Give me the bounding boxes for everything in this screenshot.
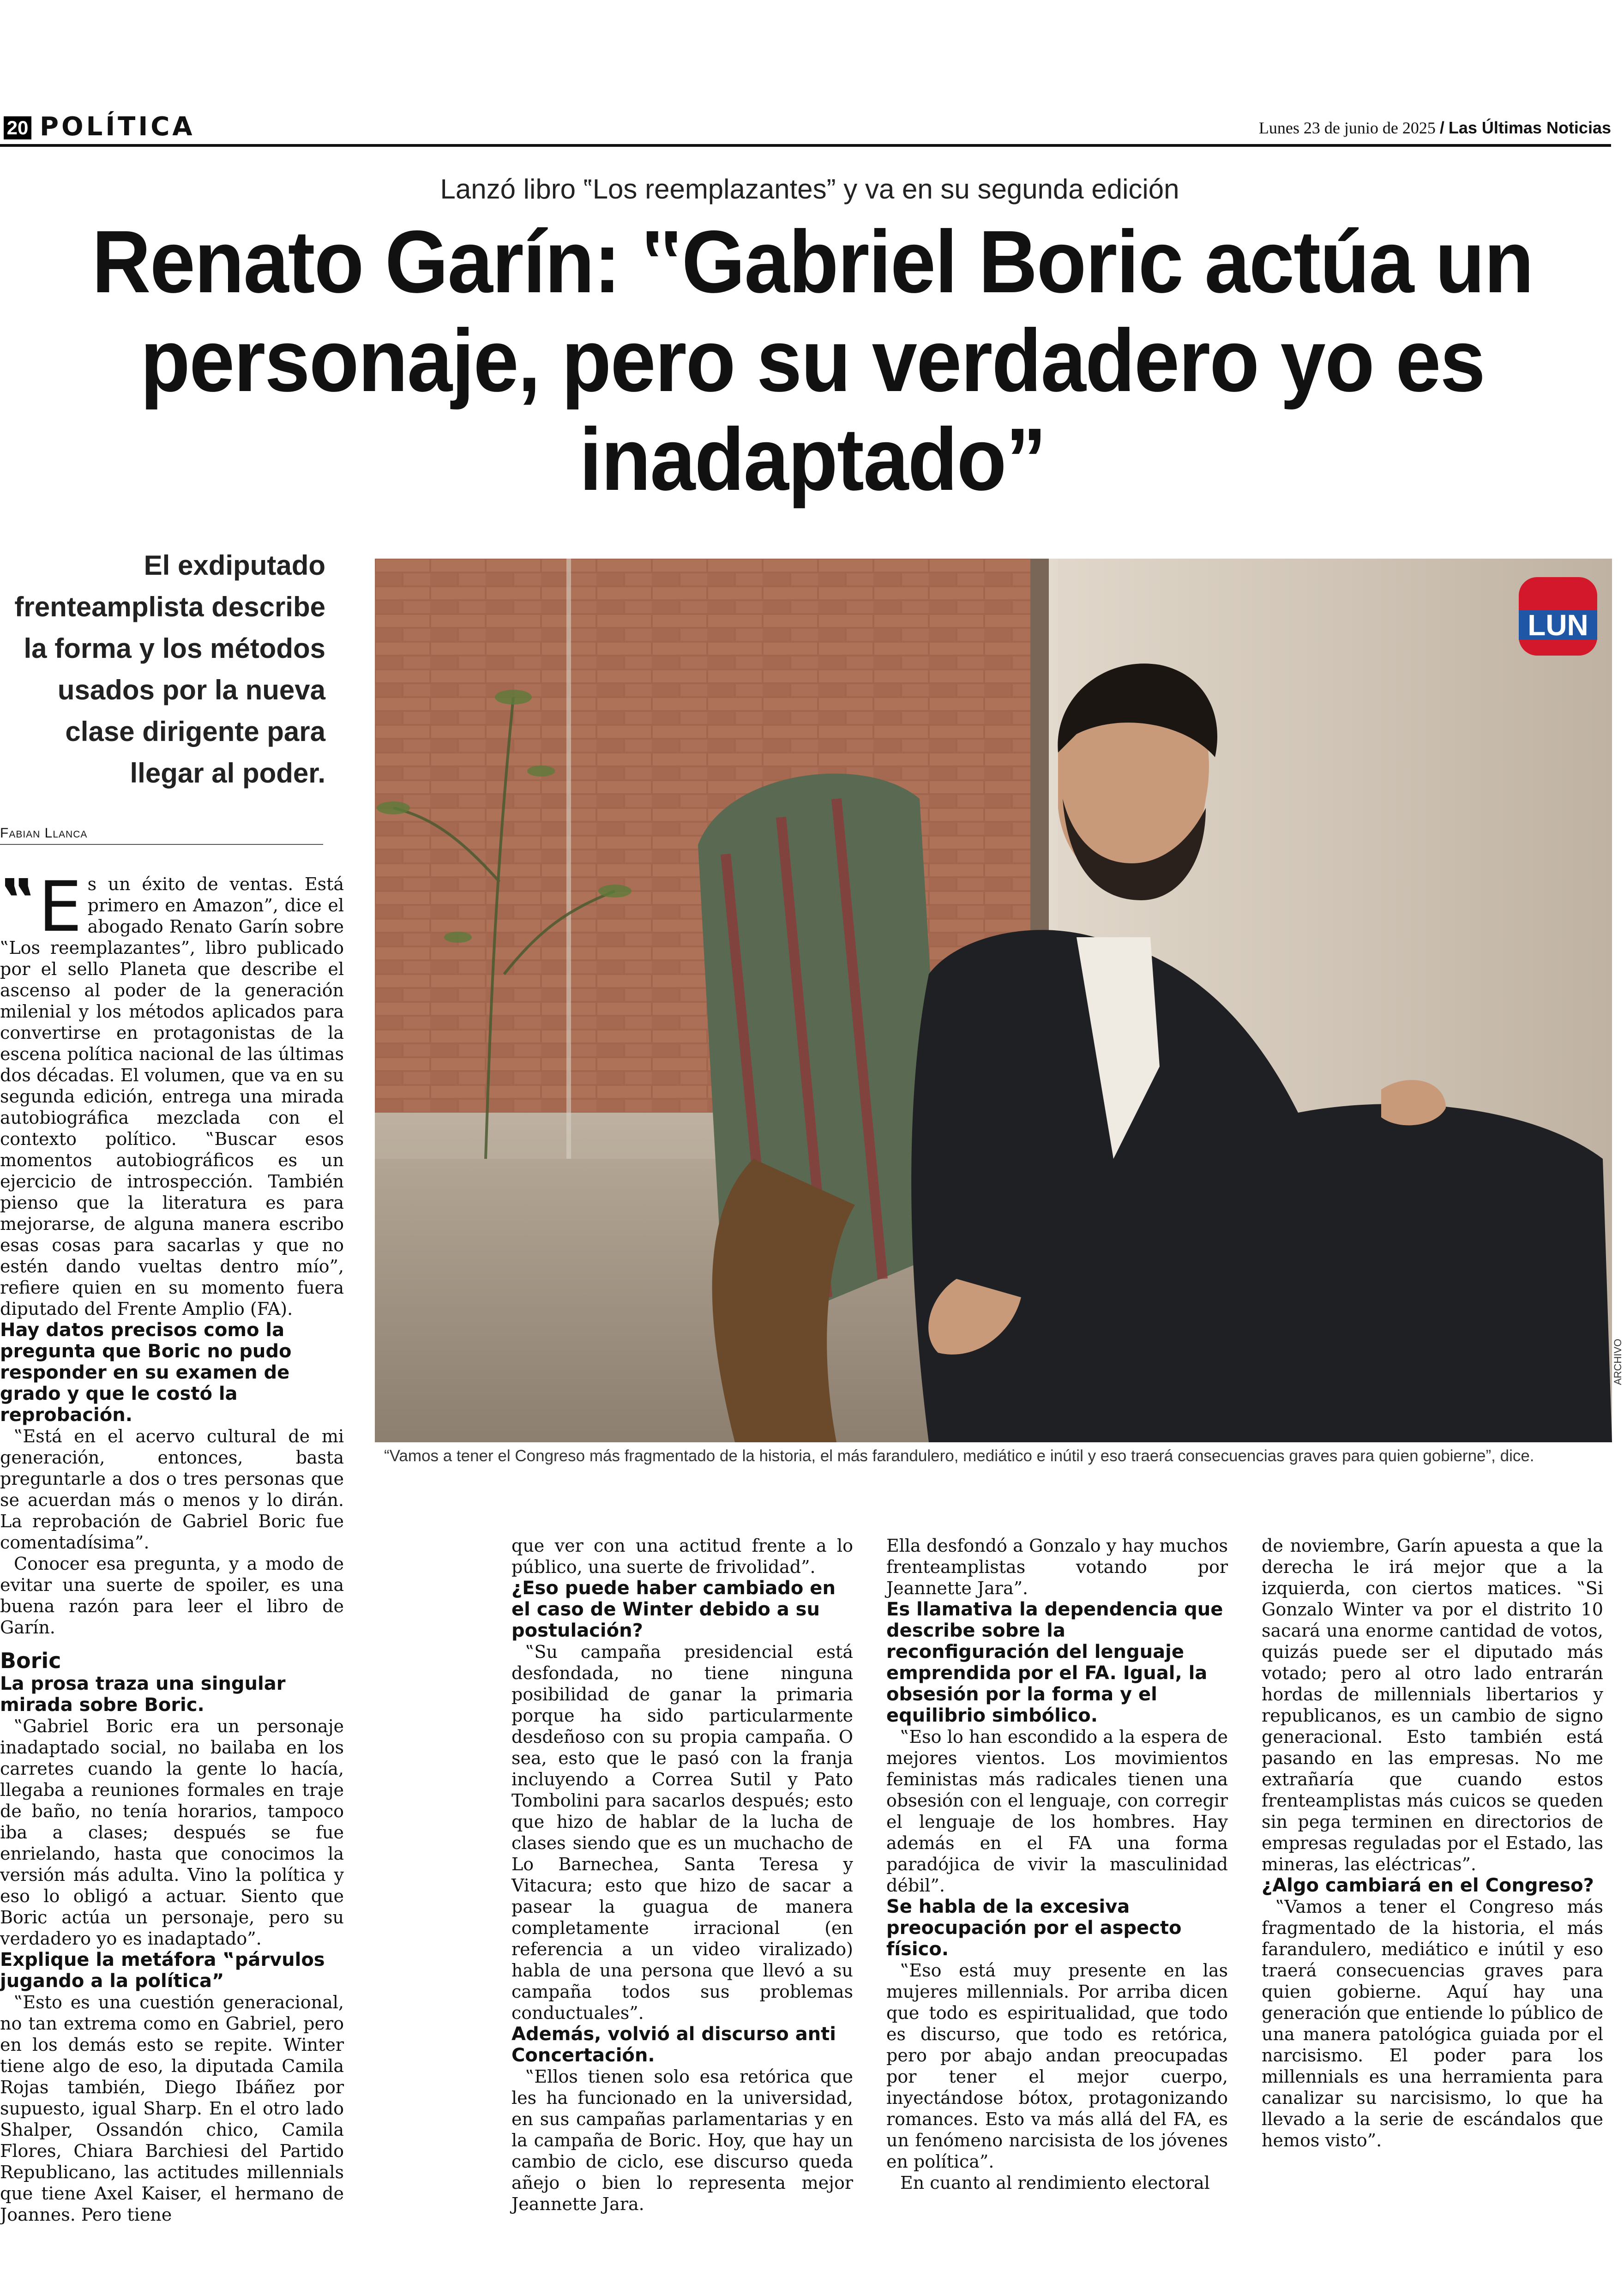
section-title: POLÍTICA xyxy=(40,112,195,142)
question: ¿Eso puede haber cambiado en el caso de Winter debido a su postulación? xyxy=(511,1578,836,1641)
answer: ‟Su campaña presidencial está desfondada, no tiene ninguna posibilidad de ganar la primaria porque ha sido particularmente desdeñoso con su propia campaña. O sea, esto que le pasó con la franja incluyendo a Correa Sutil y Pato Tombolini para sacarlos después; esto que hizo de hablar de la lucha de clases siendo que es un muchacho de Lo Barnechea, Santa Teresa y Vitacura; esto que hizo de sacar a pasear la guagua de manera completamente irracional (en referencia a un video viralizado) habla de una persona que llevó a su campaña todos sus problemas conductuales”. xyxy=(511,1642,853,2023)
answer-continued: Ella desfondó a Gonzalo y hay muchos frenteamplistas votando por Jeannette Jara”. xyxy=(886,1536,1228,1598)
publication-name: Las Últimas Noticias xyxy=(1448,118,1611,137)
byline xyxy=(0,825,323,845)
question: Se habla de la excesiva preocupación por el aspecto físico. xyxy=(886,1896,1182,1960)
photo-caption: “Vamos a tener el Congreso más fragmentado de la historia, el más farandulero, mediático e inútil y eso traerá consecuencias graves para quien gobierne”, dice. xyxy=(384,1447,1534,1465)
question: La prosa traza una singular mirada sobre Boric. xyxy=(0,1673,286,1716)
answer-continued: que ver con una actitud frente a lo público, una suerte de frivolidad”. xyxy=(511,1536,853,1577)
answer: ‟Ellos tienen solo esa retórica que les ha funcionado en la universidad, en sus campañas parlamentarias y en la campaña de Boric. Hoy, que hay un cambio de ciclo, ese discurso queda añejo o bien lo representa mejor Jeannette Jara. xyxy=(511,2066,853,2214)
body-paragraph-continued: de noviembre, Garín apuesta a que la derecha le irá mejor que a la izquierda, con ciertos matices. ‟Si Gonzalo Winter va por el distrito 10 sacará una enorme cantidad de votos, quizás puede ser el diputado más votado; pero al otro lado entrarán hordas de millennials libertarios y republicanos, es un cambio de signo generacional. Esto también está pasando en las empresas. No me extrañaría que cuando estos frenteamplistas más cuicos se queden sin pega terminen en directorios de empresas reguladas por el Estado, las mineras, las eléctricas”. xyxy=(1262,1536,1603,1874)
kicker: Lanzó libro ‟Los reemplazantes” y va en su segunda edición xyxy=(440,174,1179,205)
question: Hay datos precisos como la pregunta que Boric no pudo responder en su examen de grado y que le costó la reprobación. xyxy=(0,1319,292,1426)
body-paragraph: ‟E s un éxito de ventas. Está primero en Amazon”, dice el abogado Renato Garín sobre ‟Los reemplazantes”, libro publicado por el sello Planeta que describe el ascenso al poder de la generación milenial y los métodos aplicados para convertirse en protagonistas de la escena política nacional de las últimas dos décadas. El volumen, que va en su segunda edición, entrega una mirada autobiográfica mezclada con el contexto político. ‟Buscar esos momentos autobiográficos es un ejercicio de introspección. También pienso que la literatura es para mejorarse, de alguna manera escribo esas cosas para sacarlas y que no estén dando vueltas dentro mío”, refiere quien en su momento fuera diputado del Frente Amplio (FA). xyxy=(0,867,344,1319)
dropcap: ‟E xyxy=(0,867,82,947)
answer: ‟Está en el acervo cultural de mi generación, entonces, basta preguntarle a dos o tres personas que se acuerdan más o menos y lo dirán. La reprobación de Gabriel Boric fue comentadísima”. xyxy=(0,1426,344,1553)
headline: Renato Garín: ‟Gabriel Boric actúa un personaje, pero su verdadero yo es inadaptado” xyxy=(92,212,1533,509)
photo-credit: ARCHIVO xyxy=(1612,1338,1624,1385)
author-name: Fabian Llanca xyxy=(0,825,88,841)
answer: ‟Eso está muy presente en las mujeres millennials. Por arriba dicen que todo es espiritualidad, que todo es discurso, que todo es retórica, pero por abajo andan preocupadas por tener el mejor cuerpo, inyectándose bótox, protagonizando romances. Esto va más allá del FA, es un fenómeno narcisista de los jóvenes en política”. xyxy=(886,1960,1228,2172)
lun-logo-text: LUN xyxy=(1528,608,1588,642)
answer: ‟Eso lo han escondido a la espera de mejores vientos. Los movimientos feministas más radicales tienen una obsesión con el lenguaje, con corregir el lenguaje de los hombres. Hay además en el FA una forma paradójica de vivir la masculinidad débil”. xyxy=(886,1727,1228,1896)
answer: ‟Esto es una cuestión generacional, no tan extrema como en Gabriel, pero en los demás esto se repite. Winter tiene algo de eso, la diputada Camila Rojas también, Diego Ibáñez por supuesto, igual Sharp. En el otro lado Shalper, Ossandón chico, Camila Flores, Chiara Barchiesi del Partido Republicano, las actitudes millennials que tiene Axel Kaiser, el hermano de Joannes. Pero tiene xyxy=(0,1992,344,2225)
question: Además, volvió al discurso anti Concertación. xyxy=(511,2024,836,2066)
body-column-3 xyxy=(886,1535,1228,2193)
body-paragraph: En cuanto al rendimiento electoral xyxy=(900,2173,1210,2193)
body-column-1 xyxy=(0,867,344,2225)
photo-illustration xyxy=(375,559,1612,1442)
dateline-separator: / xyxy=(1439,118,1444,137)
body-column-4 xyxy=(1262,1535,1603,2151)
question: Explique la metáfora ‟párvulos jugando a la política” xyxy=(0,1949,325,1992)
body-paragraph: Conocer esa pregunta, y a modo de evitar una suerte de spoiler, es una buena razón para leer el libro de Garín. xyxy=(0,1554,344,1638)
page-number: 20 xyxy=(4,116,31,139)
article-lead: El exdiputado frenteamplista describe la forma y los métodos usados por la nueva clase dirigente para llegar al poder. xyxy=(14,550,325,789)
article-photo xyxy=(375,559,1612,1442)
body-column-2 xyxy=(511,1535,853,2215)
question: Es llamativa la dependencia que describe sobre la reconfiguración del lenguaje emprendida por el FA. Igual, la obsesión por la forma y el equilibrio simbólico. xyxy=(886,1599,1223,1726)
answer: ‟Gabriel Boric era un personaje inadaptado social, no bailaba en los carretes cuando la gente lo hacía, llegaba a reuniones formales en traje de baño, no tenía horarios, tampoco iba a clases; después se fue enrielando, hasta que conocimos la versión más adulta. Vino la política y eso lo obligó a actuar. Siento que Boric actúa un personaje, pero su verdadero yo es inadaptado”. xyxy=(0,1716,344,1949)
issue-date: Lunes 23 de junio de 2025 xyxy=(1258,119,1436,137)
dateline xyxy=(1259,118,1611,138)
answer: ‟Vamos a tener el Congreso más fragmentado de la historia, el más farandulero, mediático e inútil y eso traerá consecuencias graves para quien gobierne. Aquí hay una generación que entiende lo público de una manera patológica guiada por el narcisismo. El poder para los millennials es una herramienta para canalizar su narcisismo, lo que ha llevado a la serie de escándalos que hemos visto”. xyxy=(1262,1897,1603,2150)
question: ¿Algo cambiará en el Congreso? xyxy=(1262,1875,1594,1896)
subhead: Boric xyxy=(0,1648,61,1673)
